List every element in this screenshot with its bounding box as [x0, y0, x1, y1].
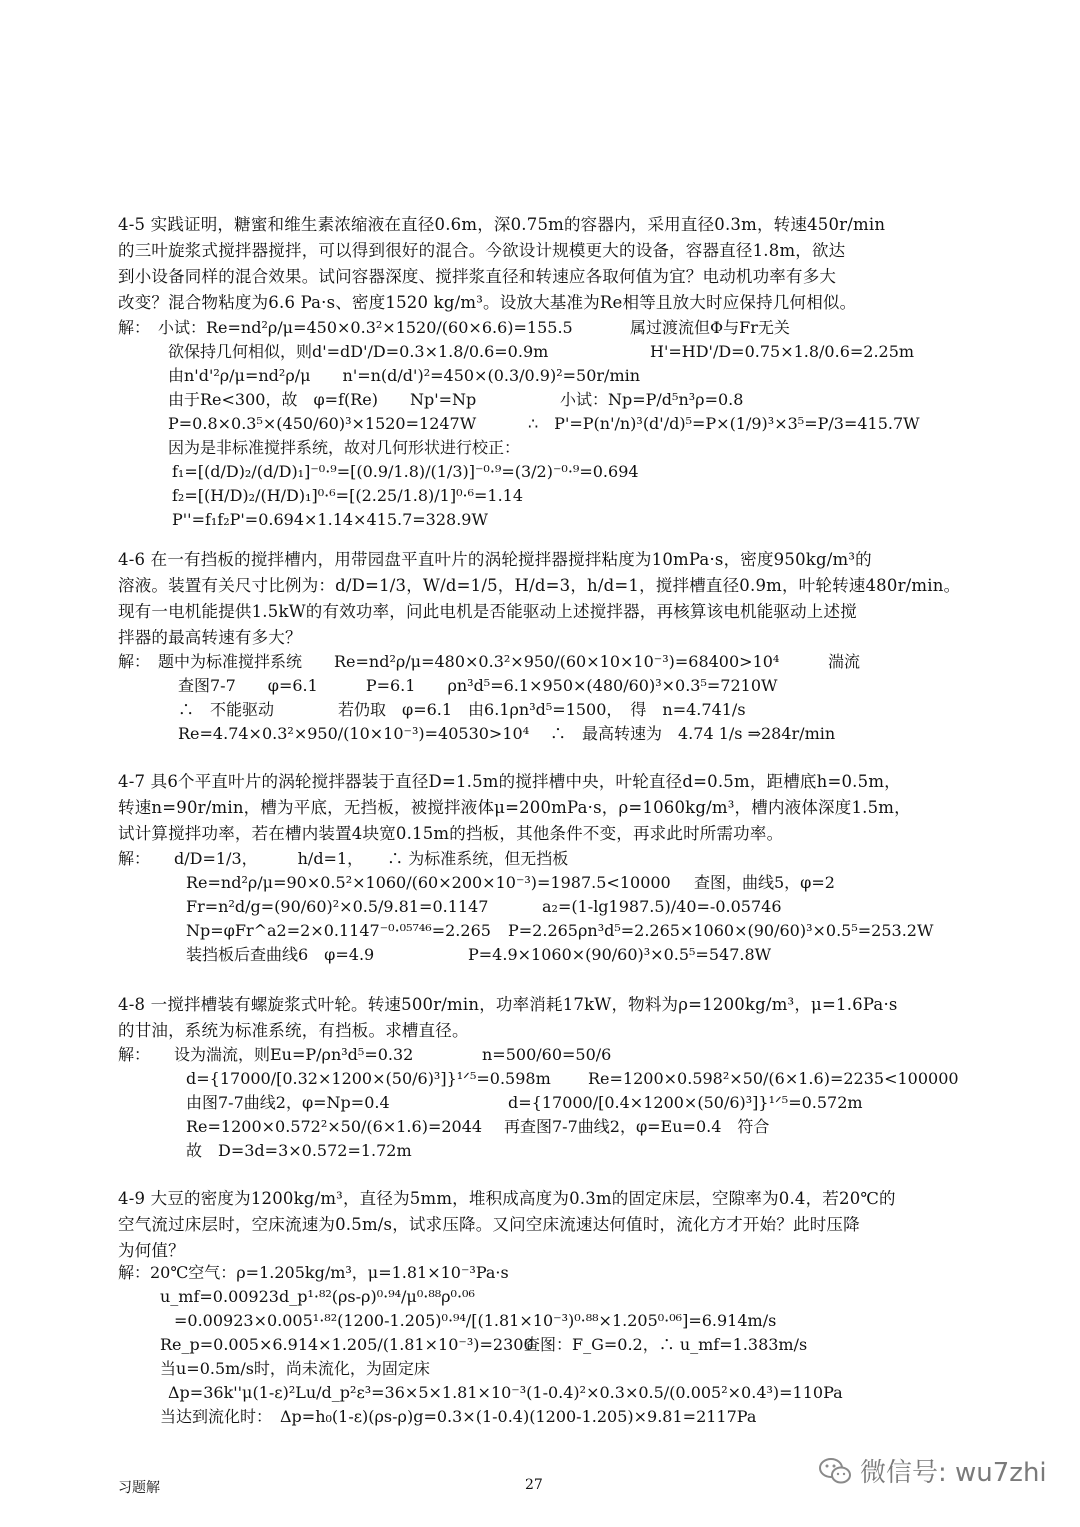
solution-line: d={17000/[0.32×1200×(50/6)³]}¹ᐟ⁵=0.598m Re=1200×0.598²×50/(6×1.6)=2235<100000 — [186, 1069, 959, 1088]
question-line: 4-5 实践证明，糖蜜和维生素浓缩液在直径0.6m，深0.75m的容器内，采用直径0.3m，转速450r/min — [118, 215, 886, 234]
question-line: 为何值？ — [118, 1241, 185, 1260]
solution-line: u_mf=0.00923d_p¹·⁸²(ρs-ρ)⁰·⁹⁴/μ⁰·⁸⁸ρ⁰·⁰⁶ — [160, 1287, 475, 1306]
question-line: 试计算搅拌功率，若在槽内装置4块宽0.15m的挡板，其他条件不变，再求此时所需功率。 — [118, 824, 784, 843]
solution-line: 由n'd'²ρ/μ=nd²ρ/μ n'=n(d/d')²=450×(0.3/0.9)²=50r/min — [168, 366, 641, 385]
solution-4-7 — [118, 847, 1018, 967]
footer-label: 习题解 — [118, 1480, 160, 1496]
problem-4-5 — [118, 212, 948, 316]
watermark-text: 微信号: wu7zhi — [860, 1458, 1047, 1488]
solution-line: 故 D=3d=3×0.572=1.72m — [186, 1141, 412, 1160]
solution-line: 由图7-7曲线2，φ=Np=0.4 d={17000/[0.4×1200×(50/6)³]}¹ᐟ⁵=0.572m — [186, 1093, 863, 1112]
question-line: 空气流过床层时，空床流速为0.5m/s，试求压降。又问空床流速达何值时，流化方才开始？此时压降 — [118, 1215, 860, 1234]
solution-line: 装挡板后查曲线6 φ=4.9 P=4.9×1060×(90/60)³×0.5⁵=547.8W — [186, 945, 772, 964]
solution-4-6 — [118, 650, 1018, 746]
solution-line: Δp=36k''μ(1-ε)²Lu/d_p²ε³=36×5×1.81×10⁻³(1-0.4)²×0.3×0.5/(0.005²×0.4³)=110Pa — [168, 1383, 843, 1402]
solution-line: ∴ 不能驱动 若仍取 φ=6.1 由6.1ρn³d⁵=1500， 得 n=4.741/s — [178, 700, 746, 719]
solution-4-9 — [118, 1261, 1018, 1429]
solution-4-8 — [118, 1043, 1018, 1163]
solution-line: 解：20℃空气：ρ=1.205kg/m³，μ=1.81×10⁻³Pa·s — [118, 1263, 509, 1282]
solution-line: P=0.8×0.3⁵×(450/60)³×1520=1247W ∴ P'=P(n'/n)³(d'/d)⁵=P×(1/9)³×3⁵=P/3=415.7W — [168, 414, 920, 433]
solution-line: 解： 小试：Re=nd²ρ/μ=450×0.3²×1520/(60×6.6)=155.5 属过渡流但Φ与Fr无关 — [118, 318, 790, 337]
question-line: 转速n=90r/min，槽为平底，无挡板，被搅拌液体μ=200mPa·s，ρ=1060kg/m³，槽内液体深度1.5m， — [118, 798, 911, 817]
problem-4-7 — [118, 769, 948, 847]
solution-line: Fr=n²d/g=(90/60)²×0.5/9.81=0.1147 a₂=(1-lg1987.5)/40=-0.05746 — [186, 897, 782, 916]
question-line: 4-6 在一有挡板的搅拌槽内，用带园盘平直叶片的涡轮搅拌器搅拌粘度为10mPa·s，密度950kg/m³的 — [118, 550, 872, 569]
question-line: 4-8 一搅拌槽装有螺旋浆式叶轮。转速500r/min，功率消耗17kW，物料为ρ=1200kg/m³，μ=1.6Pa·s — [118, 995, 898, 1014]
question-line: 4-7 具6个平直叶片的涡轮搅拌器装于直径D=1.5m的搅拌槽中央，叶轮直径d=0.5m，距槽底h=0.5m， — [118, 772, 901, 791]
solution-line: 欲保持几何相似，则d'=dD'/D=0.3×1.8/0.6=0.9m H'=HD'/D=0.75×1.8/0.6=2.25m — [168, 342, 915, 361]
solution-line: 查图7-7 φ=6.1 P=6.1 ρn³d⁵=6.1×950×(480/60)³×0.3⁵=7210W — [178, 676, 778, 695]
question-line: 的甘油，系统为标准系统，有挡板。求槽直径。 — [118, 1021, 469, 1040]
solution-line: 解： 题中为标准搅拌系统 Re=nd²ρ/μ=480×0.3²×950/(60×10×10⁻³)=68400>10⁴ 湍流 — [118, 652, 861, 671]
page-number: 27 — [525, 1477, 543, 1493]
problem-4-9 — [118, 1186, 948, 1264]
solution-line: P''=f₁f₂P'=0.694×1.14×415.7=328.9W — [172, 510, 488, 529]
wechat-icon — [818, 1456, 852, 1486]
question-line: 到小设备同样的混合效果。试问容器深度、搅拌浆直径和转速应各取何值为宜？电动机功率有多大 — [118, 267, 837, 286]
solution-line: Re=1200×0.572²×50/(6×1.6)=2044 再查图7-7曲线2，φ=Eu=0.4 符合 — [186, 1117, 770, 1136]
problem-4-8 — [118, 992, 948, 1044]
solution-line: Np=φFr^a2=2×0.1147⁻⁰·⁰⁵⁷⁴⁶=2.265 P=2.265ρn³d⁵=2.265×1060×(90/60)³×0.5⁵=253.2W — [186, 921, 934, 940]
question-line: 4-9 大豆的密度为1200kg/m³，直径为5mm，堆积成高度为0.3m的固定床层，空隙率为0.4，若20℃的 — [118, 1189, 896, 1208]
solution-line: 解： d/D=1/3， h/d=1， ∴ 为标准系统，但无挡板 — [118, 849, 569, 868]
solution-line: Re=nd²ρ/μ=90×0.5²×1060/(60×200×10⁻³)=1987.5<10000 查图，曲线5，φ=2 — [186, 873, 835, 892]
solution-line: 当达到流化时： Δp=h₀(1-ε)(ρs-ρ)g=0.3×(1-0.4)(1200-1.205)×9.81=2117Pa — [160, 1407, 757, 1426]
solution-4-5 — [118, 316, 1018, 532]
question-line: 溶液。装置有关尺寸比例为：d/D=1/3，W/d=1/5，H/d=3，h/d=1，搅拌槽直径0.9m，叶轮转速480r/min。 — [118, 576, 961, 595]
solution-line: f₁=[(d/D)₂/(d/D)₁]⁻⁰·⁹=[(0.9/1.8)/(1/3)]⁻⁰·⁹=(3/2)⁻⁰·⁹=0.694 — [172, 462, 639, 481]
question-line: 的三叶旋浆式搅拌器搅拌，可以得到很好的混合。今欲设计规模更大的设备，容器直径1.8m，欲达 — [118, 241, 846, 260]
question-line: 现有一电机能提供1.5kW的有效功率，问此电机是否能驱动上述搅拌器，再核算该电机能驱动上述搅 — [118, 602, 857, 621]
problem-4-6 — [118, 547, 961, 651]
solution-line: Re=4.74×0.3²×950/(10×10⁻³)=40530>10⁴ ∴ 最高转速为 4.74 1/s ⇒284r/min — [178, 724, 836, 743]
solution-line: 由于Re<300，故 φ=f(Re) Np'=Np 小试：Np=P/d⁵n³ρ=0.8 — [168, 390, 744, 409]
solution-line: 解： 设为湍流，则Eu=P/ρn³d⁵=0.32 n=500/60=50/6 — [118, 1045, 612, 1064]
question-line: 拌器的最高转速有多大？ — [118, 628, 302, 647]
solution-line: Re_p=0.005×6.914×1.205/(1.81×10⁻³)=2300 查图：F_G=0.2，∴ u_mf=1.383m/s — [160, 1335, 808, 1354]
question-line: 改变？混合物粘度为6.6 Pa·s、密度1520 kg/m³。设放大基准为Re相等且放大时应保持几何相似。 — [118, 293, 857, 312]
solution-line: 当u=0.5m/s时，尚未流化，为固定床 — [160, 1359, 430, 1378]
solution-line: 因为是非标准搅拌系统，故对几何形状进行校正： — [168, 438, 521, 457]
solution-line: =0.00923×0.005¹·⁸²(1200-1.205)⁰·⁹⁴/[(1.81×10⁻³)⁰·⁸⁸×1.205⁰·⁰⁶]=6.914m/s — [174, 1311, 777, 1330]
watermark — [818, 1452, 1047, 1489]
solution-line: f₂=[(H/D)₂/(H/D)₁]⁰·⁶=[(2.25/1.8)/1]⁰·⁶=1.14 — [172, 486, 524, 505]
